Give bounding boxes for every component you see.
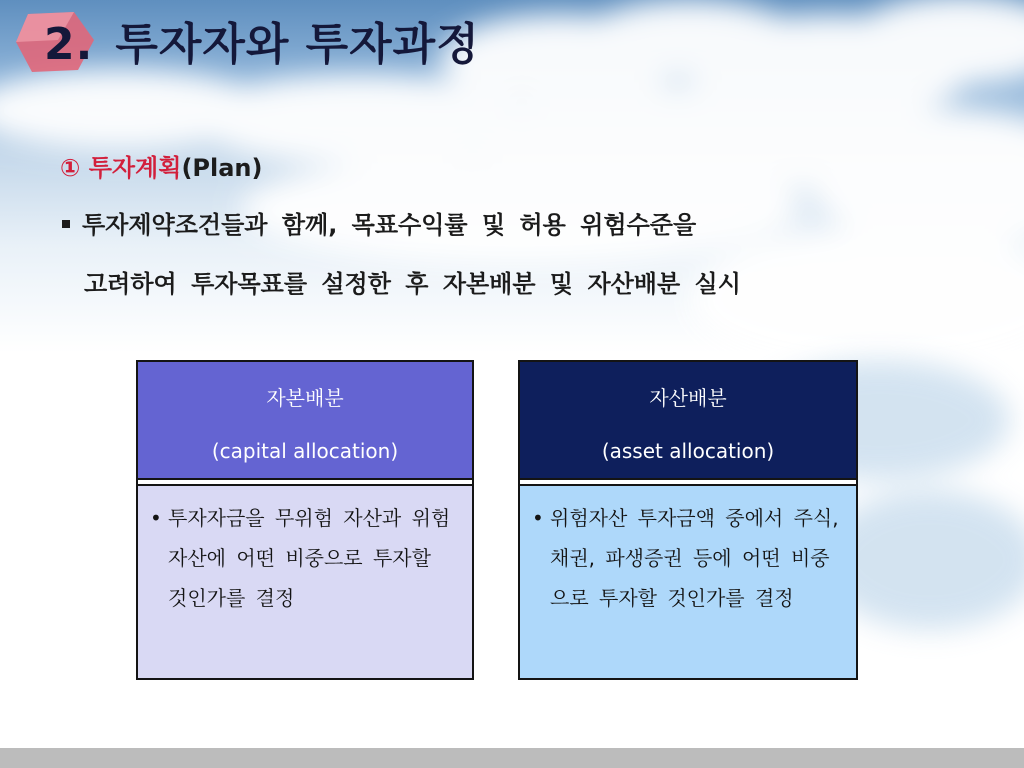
section-heading bbox=[60, 148, 262, 183]
capital-allocation-header bbox=[138, 362, 472, 480]
asset-allocation-body bbox=[520, 486, 856, 678]
bullet-line-2-text: 고려하여 투자목표를 설정한 후 자본배분 및 자산배분 실시 bbox=[84, 270, 741, 298]
asset-allocation-description: • 위험자산 투자금액 중에서 주식, 채권, 파생증권 등에 어떤 비중으로 투자할 것인가를 결정 bbox=[532, 498, 842, 618]
capital-allocation-title-ko: 자본배분 bbox=[266, 386, 344, 410]
capital-allocation-box bbox=[136, 360, 474, 680]
asset-allocation-header bbox=[520, 362, 856, 480]
footer-bar bbox=[0, 748, 1024, 768]
heading-text: 투자계획 bbox=[88, 154, 182, 182]
bullet-line-1-text: 투자제약조건들과 함께, 목표수익률 및 허용 위험수준을 bbox=[82, 211, 697, 239]
title-text: 투자자와 투자과정 bbox=[115, 19, 480, 70]
heading-marker: ① bbox=[60, 154, 81, 182]
capital-allocation-description: • 투자자금을 무위험 자산과 위험자산에 어떤 비중으로 투자할 것인가를 결정 bbox=[150, 498, 458, 618]
asset-allocation-box bbox=[518, 360, 858, 680]
square-bullet-icon bbox=[62, 220, 70, 228]
title-number: 2. bbox=[44, 19, 94, 70]
slide-title bbox=[44, 8, 480, 72]
asset-allocation-title-en: (asset allocation) bbox=[601, 439, 775, 463]
capital-allocation-title-en: (capital allocation) bbox=[211, 439, 399, 463]
asset-allocation-title-ko: 자산배분 bbox=[649, 386, 727, 410]
bullet-line-1 bbox=[62, 205, 696, 240]
bullet-line-2 bbox=[84, 264, 741, 299]
capital-allocation-body bbox=[138, 486, 472, 678]
heading-plan: (Plan) bbox=[181, 154, 263, 182]
